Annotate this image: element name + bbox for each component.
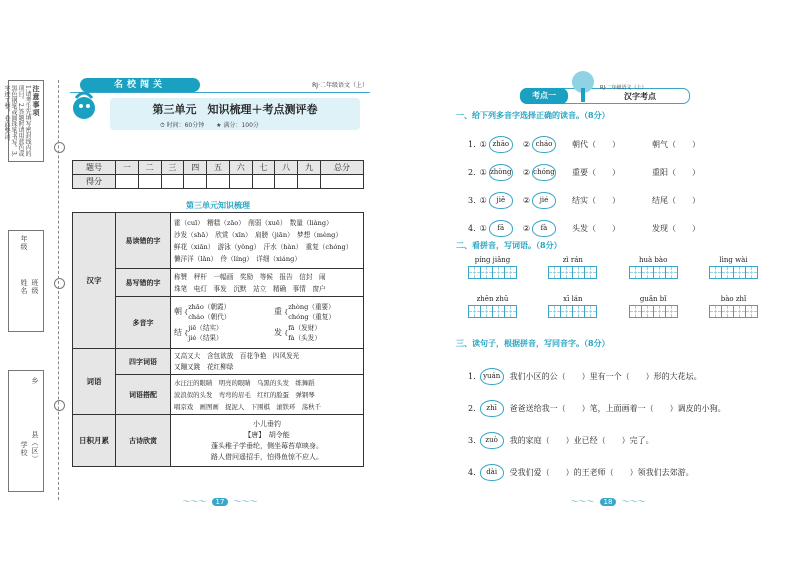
left-margin (0, 80, 60, 500)
easy-read-line: 鲜花（xiān） 游泳（yǒng） 汗水（hàn） 重复（chóng） (174, 242, 353, 251)
score-input-cell[interactable] (161, 175, 184, 189)
answer-blank[interactable]: 结尾（ ） (651, 195, 700, 205)
polyphone-reading: chóng（重复） (288, 313, 335, 321)
score-header-cell: 六 (229, 161, 252, 175)
four-char-line: 又蹦又跳 花红柳绿 (174, 362, 234, 371)
sentence-with-blanks[interactable]: 爸爸送给我一（ ）笔，上面画着一（ ）调皮的小狗。 (509, 403, 726, 413)
pinyin-option[interactable]: chóng (532, 164, 556, 181)
pinyin-bubble: zuò (480, 432, 504, 449)
pinyin-bubble: yuán (480, 368, 504, 385)
score-input-cell[interactable] (116, 175, 139, 189)
score-header-cell: 四 (184, 161, 207, 175)
sentence-with-blanks[interactable]: 我们小区的公（ ）里有一个（ ）形的大花坛。 (509, 371, 702, 381)
polyphone-reading: jié（结果） (188, 334, 223, 342)
knowledge-table: 汉字 易读错的字 霍（cuī） 糟糕（zāo） 削弱（xuē） 数量（liàng） 沙发（shā） 欣赏（xīn） 肩膀（jiān） 梦想（mèng） 鲜花（xiān） 游泳（yǒng） 汗水（hàn） 重复（chóng） 懒洋洋（lǎn） 伶（líng） 详细（xiáng） 易写错的字 称赞 秤杆 一幅画 奖励 等候 报告 信封 闹 珠笔 电灯 事发 沉默 站立 精确 事情 窗户 多音字 朝 { zhāo（朝霞） cháo（朝代） 重 { zhòng（重要） chóng（重复） 结 { jiē（结实） jié（结果） 发 { fā（发财） fà（头发） 词语 四字词语 又高又大 含包欲放 百花争艳 四风发光 又蹦又跳 花红柳绿 词语搭配 水汪汪的眼睛 明亮的眼睛 乌黑的头发 练舞蹈 波浪似的头发 弯弯的眉毛 红红的脸蛋 弹钢琴 唱京戏 画图画 捉泥人 下围棋 滚铁环 荡秋千 日积月累 古诗欣赏 小儿垂钓 【唐】 胡令能 蓬头稚子学垂纶，侧坐莓苔草映身。 路人借问遥招手，怕得鱼惊不应人。 (72, 212, 364, 467)
section3-list (468, 360, 758, 488)
page-number: 18 (600, 498, 617, 506)
question-number: 1. (468, 371, 476, 381)
clock-icon: ⏱ (160, 122, 165, 129)
pinyin-word (548, 295, 597, 322)
question-number: 3. (468, 195, 476, 205)
pinyin-text: zhēn zhū (476, 295, 509, 303)
edition-label: RJ·二年级语文（上） (600, 85, 647, 91)
section1-title: 一、给下列多音字选择正确的读音。（8分） (456, 110, 610, 120)
answer-blank[interactable]: 朝代（ ） (571, 139, 620, 149)
polyphone-reading: zhòng（重要） (288, 302, 335, 311)
writing-cell[interactable] (745, 266, 758, 279)
right-header (520, 84, 688, 104)
polyphone-char: 重 (274, 306, 282, 316)
tree-icon (568, 70, 598, 104)
county-label: 县（区） (31, 431, 39, 463)
school-info-box (8, 370, 44, 492)
writing-cell[interactable] (665, 305, 678, 318)
pinyin-option[interactable]: fā (489, 220, 513, 237)
score-input-cell[interactable] (184, 175, 207, 189)
score-input-cell[interactable] (320, 175, 363, 189)
polyphone-reading: cháo（朝代） (188, 313, 231, 321)
section1-list (468, 130, 728, 242)
writing-cell[interactable] (745, 305, 758, 318)
score-row-label: 得分 (73, 175, 116, 189)
logo: 名校闯关 (80, 78, 200, 92)
question-number: 1. (468, 139, 476, 149)
homophone-question (468, 456, 758, 488)
edition-label: RJ·二年级语文（上） (312, 82, 368, 89)
pinyin-option[interactable]: jié (532, 192, 556, 209)
option-marker: ② (522, 167, 530, 177)
homophone-question (468, 360, 758, 392)
mascot-icon (70, 88, 100, 124)
page-number: 17 (212, 498, 229, 506)
pinyin-option[interactable]: zhòng (489, 164, 513, 181)
page-number-right: 〜〜〜 18 〜〜〜 (570, 497, 646, 506)
class-label: 班级 (31, 279, 39, 295)
polyphone-label: 多音字 (116, 297, 171, 349)
student-info-box (8, 230, 44, 332)
polyphone-reading: fā（发财） (288, 323, 321, 332)
easy-write-label: 易写错的字 (116, 269, 171, 297)
poem-line: 路人借问遥招手，怕得鱼惊不应人。 (211, 452, 323, 461)
polyphone-question (468, 158, 728, 186)
full-score: 满分：100分 (223, 122, 259, 129)
binding-hole (54, 400, 65, 411)
pinyin-word (629, 256, 678, 283)
score-input-cell[interactable] (229, 175, 252, 189)
section-tag: 考点一 (520, 88, 568, 104)
pinyin-option[interactable]: zhāo (489, 136, 513, 153)
notice-title: 注意事项 (32, 85, 41, 117)
writing-cell[interactable] (584, 305, 597, 318)
answer-blank[interactable]: 重要（ ） (571, 167, 620, 177)
school-label: 学校 (20, 441, 28, 457)
sentence-with-blanks[interactable]: 受我们爱（ ）的王老师（ ）领我们去郊游。 (509, 467, 694, 477)
name-label: 姓名 (20, 279, 28, 295)
score-header-cell: 九 (298, 161, 321, 175)
pinyin-option[interactable]: cháo (532, 136, 556, 153)
writing-cell[interactable] (584, 266, 597, 279)
polyphone-char: 结 (174, 327, 182, 337)
writing-cell[interactable] (504, 266, 517, 279)
score-input-cell[interactable] (252, 175, 275, 189)
title-banner (110, 98, 360, 130)
question-number: 2. (468, 403, 476, 413)
star-icon: ★ (216, 122, 222, 129)
easy-write-line: 称赞 秤杆 一幅画 奖励 等候 报告 信封 闹 (174, 272, 326, 281)
section3-title: 三、读句子，根据拼音，写同音字。（8分） (456, 338, 610, 348)
option-marker: ① (479, 195, 487, 205)
option-marker: ② (522, 223, 530, 233)
pinyin-option[interactable]: fà (532, 220, 556, 237)
polyphone-reading: jiē（结实） (188, 323, 223, 332)
knowledge-title: 第三单元知识梳理 (186, 200, 250, 210)
score-input-cell[interactable] (298, 175, 321, 189)
pinyin-bubble: dài (480, 464, 504, 481)
notice-text: 1.请考生先填写密封线内的项目。2.答题时请用蓝色或黑色钢笔或圆珠笔书写。3.字迹工整，卷面整洁。 (3, 85, 31, 157)
question-number: 4. (468, 223, 476, 233)
collocation-label: 词语搭配 (116, 375, 171, 415)
score-header-cell: 五 (207, 161, 230, 175)
answer-blank[interactable]: 头发（ ） (571, 223, 620, 233)
notice-box (3, 80, 44, 162)
pinyin-word (468, 256, 517, 283)
pinyin-bubble: zhī (480, 400, 504, 417)
answer-blank[interactable]: 结实（ ） (571, 195, 620, 205)
four-char-line: 又高又大 含包欲放 百花争艳 四风发光 (174, 351, 300, 360)
question-number: 2. (468, 167, 476, 177)
time-limit: 时间：60分钟 (166, 122, 205, 129)
option-marker: ① (479, 139, 487, 149)
score-header-cell: 七 (252, 161, 275, 175)
easy-read-line: 霍（cuī） 糟糕（zāo） 削弱（xuē） 数量（liàng） (174, 218, 333, 227)
seal-line (58, 80, 59, 500)
polyphone-char: 发 (274, 327, 282, 337)
answer-blank[interactable]: 朝气（ ） (651, 139, 700, 149)
score-input-cell[interactable] (207, 175, 230, 189)
binding-hole (54, 278, 65, 289)
page-number-left: 〜〜〜 17 〜〜〜 (182, 497, 258, 506)
score-header-cell: 三 (161, 161, 184, 175)
collocation-line: 唱京戏 画图画 捉泥人 下围棋 滚铁环 荡秋千 (174, 402, 321, 411)
easy-read-line: 懒洋洋（lǎn） 伶（líng） 详细（xiáng） (174, 254, 301, 263)
pinyin-text: zì rán (562, 256, 583, 264)
pinyin-text: píng jiǎng (474, 256, 511, 264)
poem-title: 小儿垂钓 (253, 419, 281, 428)
answer-blank[interactable]: 发现（ ） (651, 223, 700, 233)
section2-grid (468, 256, 758, 322)
polyphone-question (468, 186, 728, 214)
page-title: 第三单元 知识梳理＋考点测评卷 (152, 103, 318, 116)
section2-title: 二、看拼音，写词语。（8分） (456, 240, 562, 250)
score-table (72, 160, 364, 189)
homophone-question (468, 424, 758, 456)
polyphone-reading: fà（头发） (288, 334, 321, 342)
pinyin-text: lìng wài (719, 256, 748, 264)
easy-write-line: 珠笔 电灯 事发 沉默 站立 精确 事情 窗户 (174, 284, 326, 293)
score-header-cell: 二 (138, 161, 161, 175)
score-header-cell: 题号 (73, 161, 116, 175)
grade-label: 年级 (20, 235, 28, 251)
poem-line: 蓬头稚子学垂纶，侧坐莓苔草映身。 (211, 441, 323, 450)
easy-read-label: 易读错的字 (116, 213, 171, 269)
polyphone-question (468, 214, 728, 242)
score-input-cell[interactable] (138, 175, 161, 189)
score-header-cell: 总分 (320, 161, 363, 175)
pinyin-text: xī lán (563, 295, 583, 303)
pinyin-text: guǎn bǐ (639, 295, 667, 303)
answer-blank[interactable]: 重阳（ ） (651, 167, 700, 177)
question-number: 4. (468, 467, 476, 477)
category-ciyu: 词语 (73, 349, 116, 415)
homophone-question (468, 392, 758, 424)
polyphone-reading: zhāo（朝霞） (188, 302, 231, 311)
pinyin-text: bào zhǐ (720, 295, 747, 303)
collocation-line: 波浪似的头发 弯弯的眉毛 红红的脸蛋 弹钢琴 (174, 390, 315, 399)
left-header (70, 78, 370, 148)
option-marker: ② (522, 139, 530, 149)
pinyin-option[interactable]: jiē (489, 192, 513, 209)
poem-label: 古诗欣赏 (116, 415, 171, 467)
writing-cell[interactable] (665, 266, 678, 279)
pinyin-word (629, 295, 678, 322)
pinyin-word (709, 256, 758, 283)
pinyin-word (468, 295, 517, 322)
writing-cell[interactable] (504, 305, 517, 318)
pinyin-text: huà bào (639, 256, 668, 264)
category-rijiyuelei: 日积月累 (73, 415, 116, 467)
collocation-line: 水汪汪的眼睛 明亮的眼睛 乌黑的头发 练舞蹈 (174, 378, 315, 387)
poem-author: 【唐】 胡令能 (244, 430, 290, 439)
four-char-label: 四字词语 (116, 349, 171, 375)
pinyin-word (548, 256, 597, 283)
score-header-cell: 一 (116, 161, 139, 175)
section-title: 汉字考点 (624, 91, 656, 101)
township-label: 乡 (31, 377, 39, 385)
pinyin-word (709, 295, 758, 322)
option-marker: ① (479, 167, 487, 177)
polyphone-question (468, 130, 728, 158)
binding-hole (54, 142, 65, 153)
score-header-cell: 八 (275, 161, 298, 175)
category-hanzi: 汉字 (73, 213, 116, 349)
sentence-with-blanks[interactable]: 我的家庭（ ）业已经（ ）完了。 (509, 435, 654, 445)
polyphone-char: 朝 (174, 306, 182, 316)
option-marker: ② (522, 195, 530, 205)
option-marker: ① (479, 223, 487, 233)
score-input-cell[interactable] (275, 175, 298, 189)
easy-read-line: 沙发（shā） 欣赏（xīn） 肩膀（jiān） 梦想（mèng） (174, 230, 342, 239)
question-number: 3. (468, 435, 476, 445)
